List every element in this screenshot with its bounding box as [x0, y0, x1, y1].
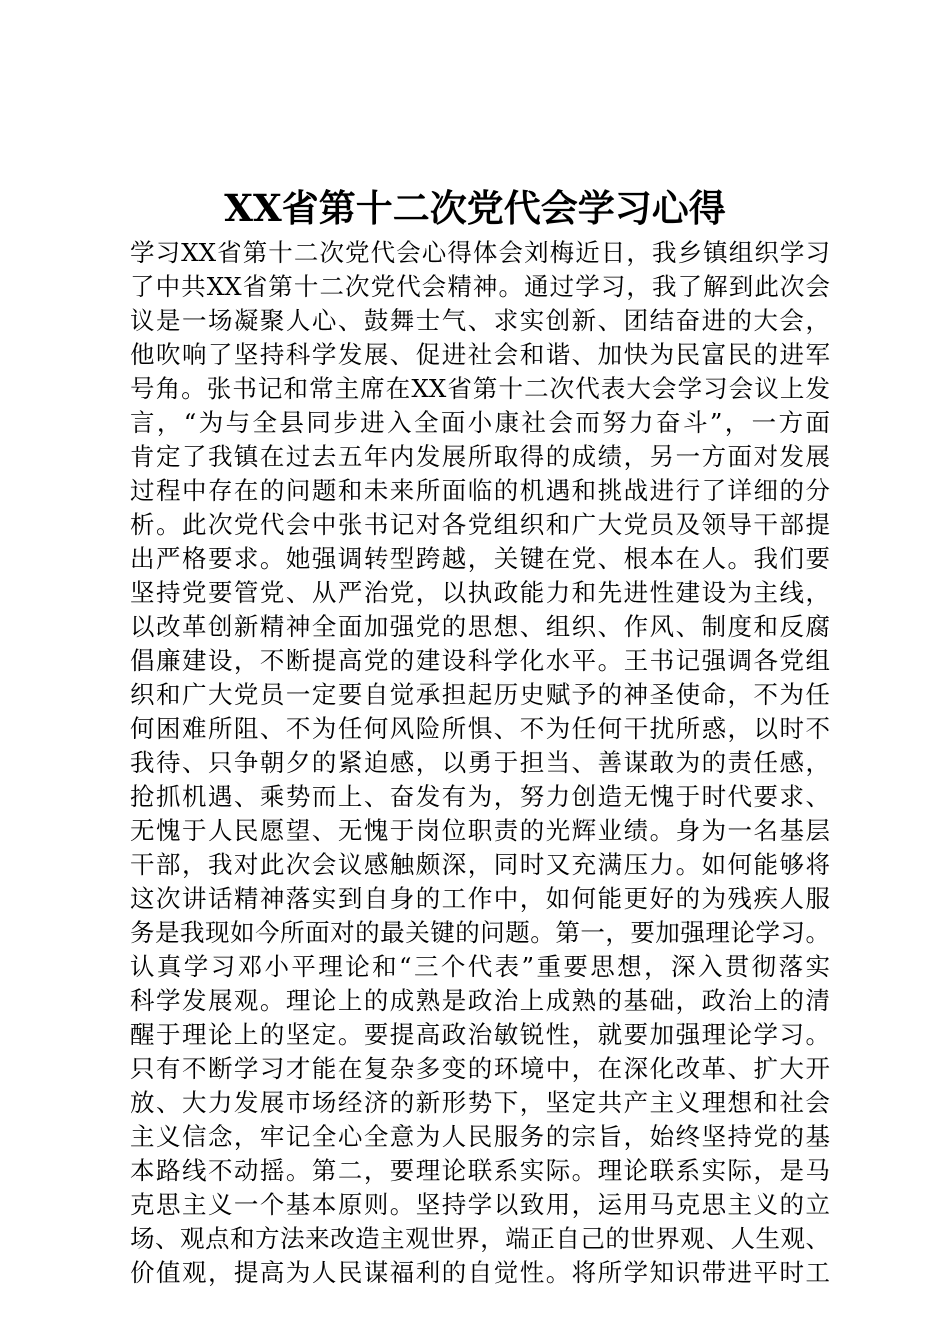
body-text-line: 过程中存在的问题和未来所面临的机遇和挑战进行了详细的分	[130, 476, 830, 505]
body-text-line: 放、大力发展市场经济的新形势下，坚定共产主义理想和社会	[130, 1088, 830, 1117]
body-text-line: 克思主义一个基本原则。坚持学以致用，运用马克思主义的立	[130, 1190, 830, 1219]
document-body	[130, 236, 830, 1290]
body-text-line: 出严格要求。她强调转型跨越，关键在党、根本在人。我们要	[130, 544, 830, 573]
body-text-line: 以改革创新精神全面加强党的思想、组织、作风、制度和反腐	[130, 612, 830, 641]
body-text-line: 这次讲话精神落实到自身的工作中，如何能更好的为残疾人服	[130, 884, 830, 913]
body-text-line: 肯定了我镇在过去五年内发展所取得的成绩，另一方面对发展	[130, 442, 830, 471]
body-text-line: 本路线不动摇。第二，要理论联系实际。理论联系实际，是马	[130, 1156, 830, 1185]
body-text-line: 学习XX省第十二次党代会心得体会刘梅近日，我乡镇组织学习	[130, 238, 830, 267]
body-text-line: 醒于理论上的坚定。要提高政治敏锐性，就要加强理论学习。	[130, 1020, 830, 1049]
body-text-line: 号角。张书记和常主席在XX省第十二次代表大会学习会议上发	[130, 374, 830, 403]
body-text-line: 坚持党要管党、从严治党，以执政能力和先进性建设为主线，	[130, 578, 830, 607]
body-text-line: 倡廉建设，不断提高党的建设科学化水平。王书记强调各党组	[130, 646, 830, 675]
body-text-line: 了中共XX省第十二次党代会精神。通过学习，我了解到此次会	[130, 272, 830, 301]
body-text-line: 无愧于人民愿望、无愧于岗位职责的光辉业绩。身为一名基层	[130, 816, 830, 845]
body-text-line: 认真学习邓小平理论和“三个代表”重要思想，深入贯彻落实	[130, 952, 830, 981]
body-text-line: 主义信念，牢记全心全意为人民服务的宗旨，始终坚持党的基	[130, 1122, 830, 1151]
body-text-line: 价值观，提高为人民谋福利的自觉性。将所学知识带进平时工	[130, 1258, 830, 1287]
body-text-line: 干部，我对此次会议感触颇深，同时又充满压力。如何能够将	[130, 850, 830, 879]
document-title: XX省第十二次党代会学习心得	[224, 186, 726, 230]
body-text-line: 议是一场凝聚人心、鼓舞士气、求实创新、团结奋进的大会，	[130, 306, 830, 335]
body-text-line: 析。此次党代会中张书记对各党组织和广大党员及领导干部提	[130, 510, 830, 539]
body-text-line: 抢抓机遇、乘势而上、奋发有为，努力创造无愧于时代要求、	[130, 782, 830, 811]
body-text-line: 场、观点和方法来改造主观世界，端正自己的世界观、人生观、	[130, 1224, 830, 1253]
body-text-line: 务是我现如今所面对的最关键的问题。第一，要加强理论学习。	[130, 918, 830, 947]
body-text-line: 何困难所阻、不为任何风险所惧、不为任何干扰所惑，以时不	[130, 714, 830, 743]
body-text-line: 他吹响了坚持科学发展、促进社会和谐、加快为民富民的进军	[130, 340, 830, 369]
body-text-line: 织和广大党员一定要自觉承担起历史赋予的神圣使命，不为任	[130, 680, 830, 709]
body-text-line: 只有不断学习才能在复杂多变的环境中，在深化改革、扩大开	[130, 1054, 830, 1083]
body-text-line: 科学发展观。理论上的成熟是政治上成熟的基础，政治上的清	[130, 986, 830, 1015]
body-text-line: 我待、只争朝夕的紧迫感，以勇于担当、善谋敢为的责任感，	[130, 748, 830, 777]
body-text-line: 言，“为与全县同步进入全面小康社会而努力奋斗”，一方面	[130, 408, 830, 437]
